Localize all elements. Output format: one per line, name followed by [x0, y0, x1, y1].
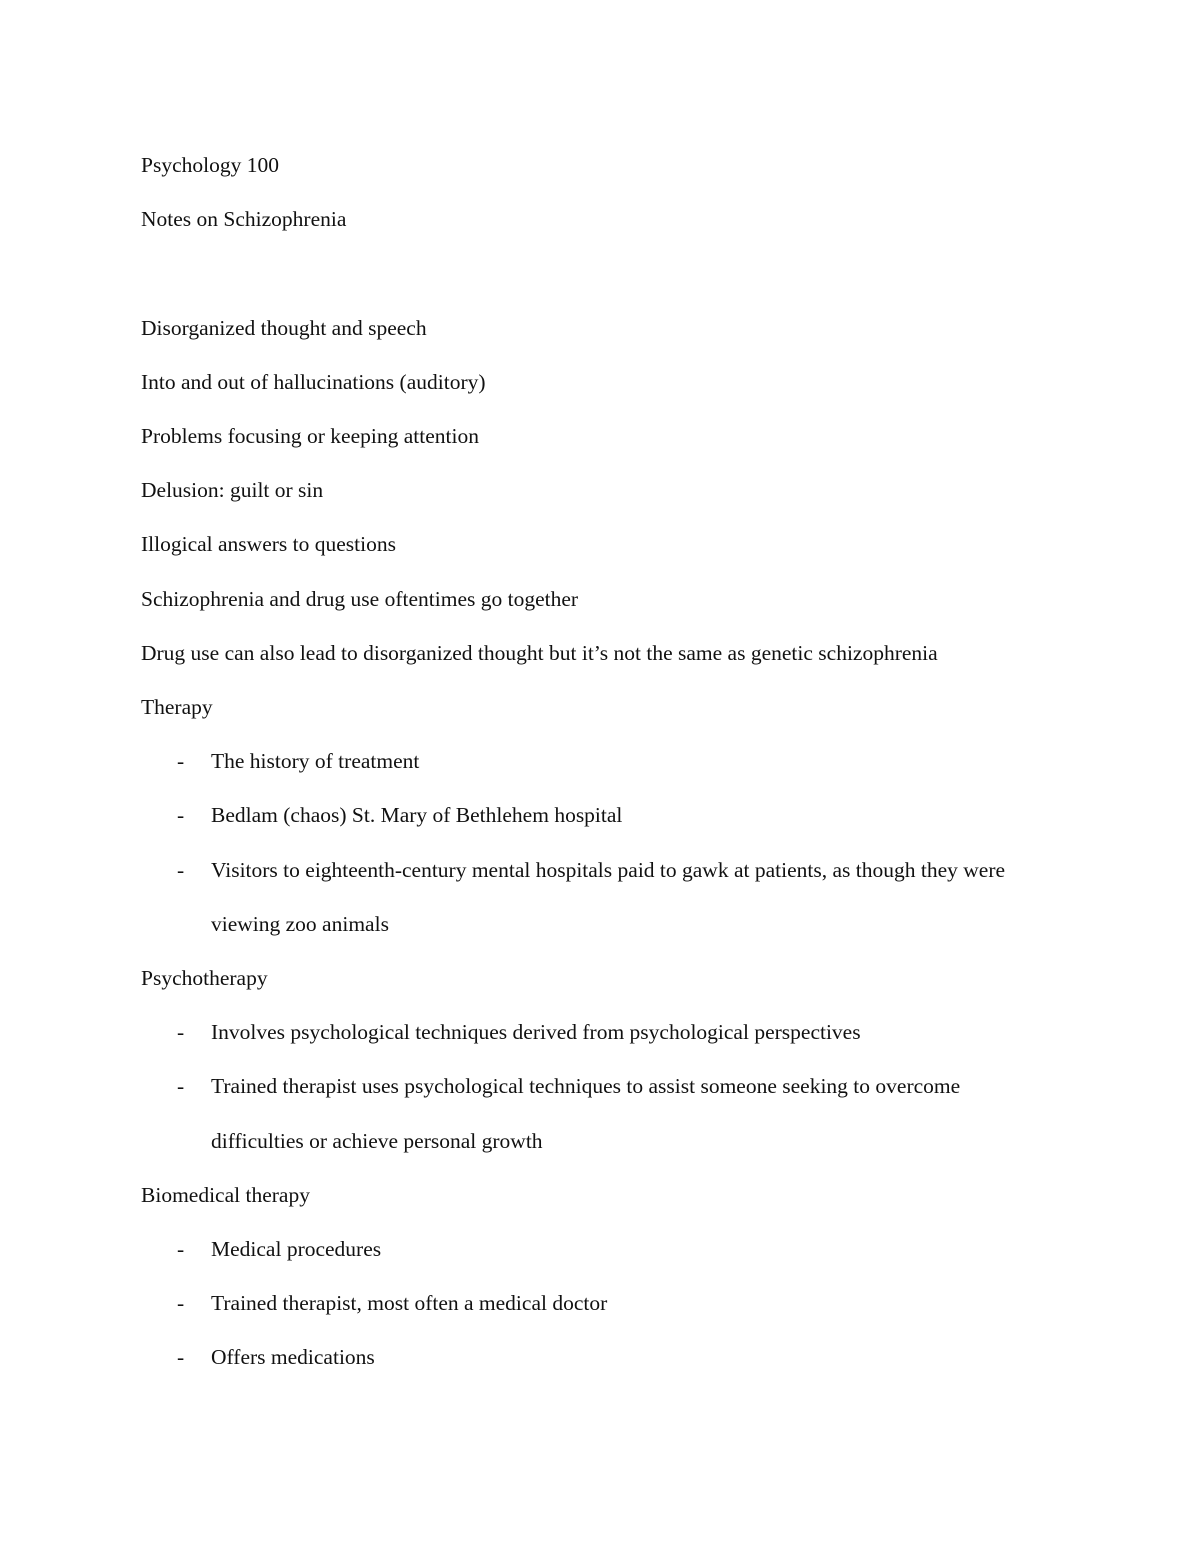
psychotherapy-heading: Psychotherapy	[141, 966, 268, 991]
notes-title: Notes on Schizophrenia	[141, 207, 347, 232]
symptom-line: Drug use can also lead to disorganized thought but it’s not the same as genetic schizophrenia	[141, 640, 938, 665]
therapy-heading: Therapy	[141, 695, 213, 720]
blank-line	[141, 246, 1081, 300]
symptom-line: Into and out of hallucinations (auditory)	[141, 369, 486, 394]
bullet-text: Visitors to eighteenth-century mental hospitals paid to gawk at patients, as though they were viewing zoo animals	[211, 857, 1006, 936]
therapy-bullet	[141, 788, 1081, 842]
bullet-text: Trained therapist, most often a medical doctor	[211, 1291, 608, 1316]
symptom-line: Disorganized thought and speech	[141, 315, 427, 340]
bullet-text: Trained therapist uses psychological techniques to assist someone seeking to overcome difficulties or achieve personal growth	[211, 1074, 961, 1153]
biomedical-heading: Biomedical therapy	[141, 1182, 310, 1207]
bullet-dash: -	[177, 803, 185, 828]
bullet-text: The history of treatment	[211, 749, 420, 774]
symptom-line: Delusion: guilt or sin	[141, 478, 324, 503]
biomedical-bullet	[141, 1276, 1081, 1330]
biomedical-bullet	[141, 1222, 1081, 1276]
biomedical-bullet	[141, 1330, 1081, 1384]
course-title: Psychology 100	[141, 153, 279, 177]
bullet-text: Offers medications	[211, 1345, 375, 1370]
bullet-text: Involves psychological techniques derived from psychological perspectives	[211, 1020, 861, 1045]
bullet-dash: -	[177, 857, 185, 882]
therapy-bullet	[141, 734, 1081, 788]
symptom-line: Schizophrenia and drug use oftentimes go together	[141, 586, 579, 611]
bullet-text: Medical procedures	[211, 1237, 382, 1262]
psychotherapy-bullet	[141, 1005, 1081, 1059]
bullet-dash: -	[177, 749, 185, 774]
document-body	[141, 138, 1081, 1385]
bullet-dash: -	[177, 1074, 185, 1099]
symptom-line: Illogical answers to questions	[141, 532, 396, 557]
psychotherapy-bullet	[141, 1059, 1081, 1167]
bullet-dash: -	[177, 1345, 185, 1370]
bullet-dash: -	[177, 1291, 185, 1316]
bullet-dash: -	[177, 1020, 185, 1045]
symptom-line: Problems focusing or keeping attention	[141, 424, 479, 448]
therapy-bullet	[141, 843, 1081, 951]
bullet-dash: -	[177, 1237, 185, 1262]
bullet-text: Bedlam (chaos) St. Mary of Bethlehem hospital	[211, 803, 623, 828]
